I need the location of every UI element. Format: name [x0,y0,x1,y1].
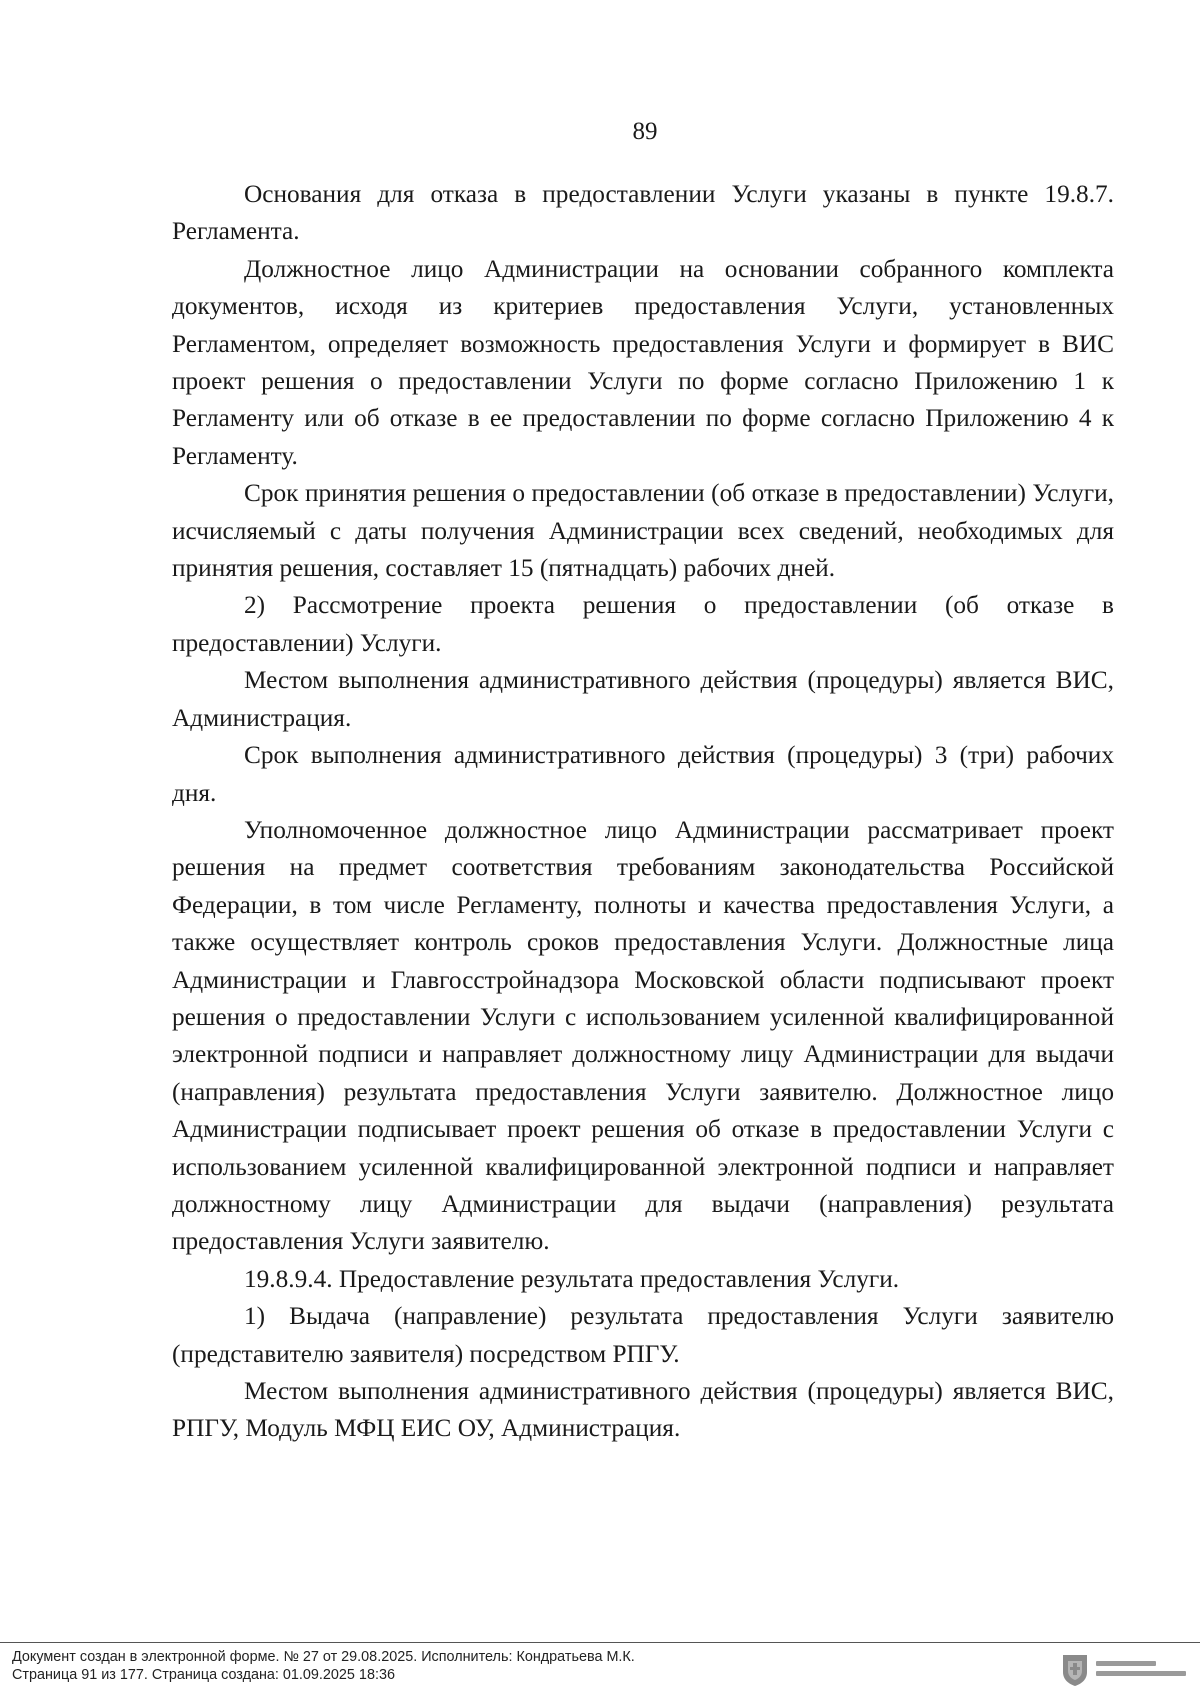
paragraph: Должностное лицо Администрации на основании собранного комплекта документов, исходя из критериев предоставления Услуги, установленных Регламентом, определяет возможность предоставления Услуги и формирует в ВИС проект решения о предоставлении Услуги по форме согласно Приложению 1 к Регламенту или об отказе в ее предоставлении по форме согласно Приложению 4 к Регламенту. [172,254,1114,470]
footer-line-page-info: Страница 91 из 177. Страница создана: 01.09.2025 18:36 [12,1667,395,1683]
footer-text [12,1648,635,1684]
paragraph: Основания для отказа в предоставлении Услуги указаны в пункте 19.8.7. Регламента. [172,180,1114,246]
paragraph: 2) Рассмотрение проекта решения о предоставлении (об отказе в предоставлении) Услуги. [172,591,1114,657]
paragraph: Срок выполнения административного действия (процедуры) 3 (три) рабочих дня. [172,741,1114,807]
document-body [172,176,1114,1448]
logo-wordmark [1096,1658,1188,1680]
page-number: 89 [632,118,658,145]
footer-divider [0,1642,1200,1643]
paragraph: Уполномоченное должностное лицо Администрации рассматривает проект решения на предмет соответствия требованиям законодательства Российской Федерации, в том числе Регламенту, полноты и качества предоставления Услуги, а также осуществляет контроль сроков предоставления Услуги. Должностные лица Администрации и Главгосстройнадзора Московской области подписывают проект решения о предоставлении Услуги с использованием усиленной квалифицированной электронной подписи и направляет должностному лицу Администрации для выдачи (направления) результата предоставления Услуги заявителю. Должностное лицо Администрации подписывает проект решения об отказе в предоставлении Услуги с использованием усиленной квалифицированной электронной подписи и направляет должностному лицу Администрации для выдачи (направления) результата предоставления Услуги заявителю. [172,815,1114,1256]
paragraph: 19.8.9.4. Предоставление результата предоставления Услуги. [244,1264,900,1293]
footer-line-document-info: Документ создан в электронной форме. № 27 от 29.08.2025. Исполнитель: Кондратьева М.К. [12,1649,635,1665]
paragraph: Местом выполнения административного действия (процедуры) является ВИС, РПГУ, Модуль МФЦ ЕИС ОУ, Администрация. [172,1377,1114,1443]
paragraph: 1) Выдача (направление) результата предоставления Услуги заявителю (представителю заявителя) посредством РПГУ. [172,1302,1114,1368]
document-footer [0,1642,1200,1698]
government-logo [1060,1650,1190,1690]
paragraph: Местом выполнения административного действия (процедуры) является ВИС, Администрация. [172,666,1114,732]
moscow-region-emblem-icon [1060,1652,1090,1688]
paragraph: Срок принятия решения о предоставлении (об отказе в предоставлении) Услуги, исчисляемый с даты получения Администрации всех сведений, необходимых для принятия решения, составляет 15 (пятнадцать) рабочих дней. [172,479,1114,583]
